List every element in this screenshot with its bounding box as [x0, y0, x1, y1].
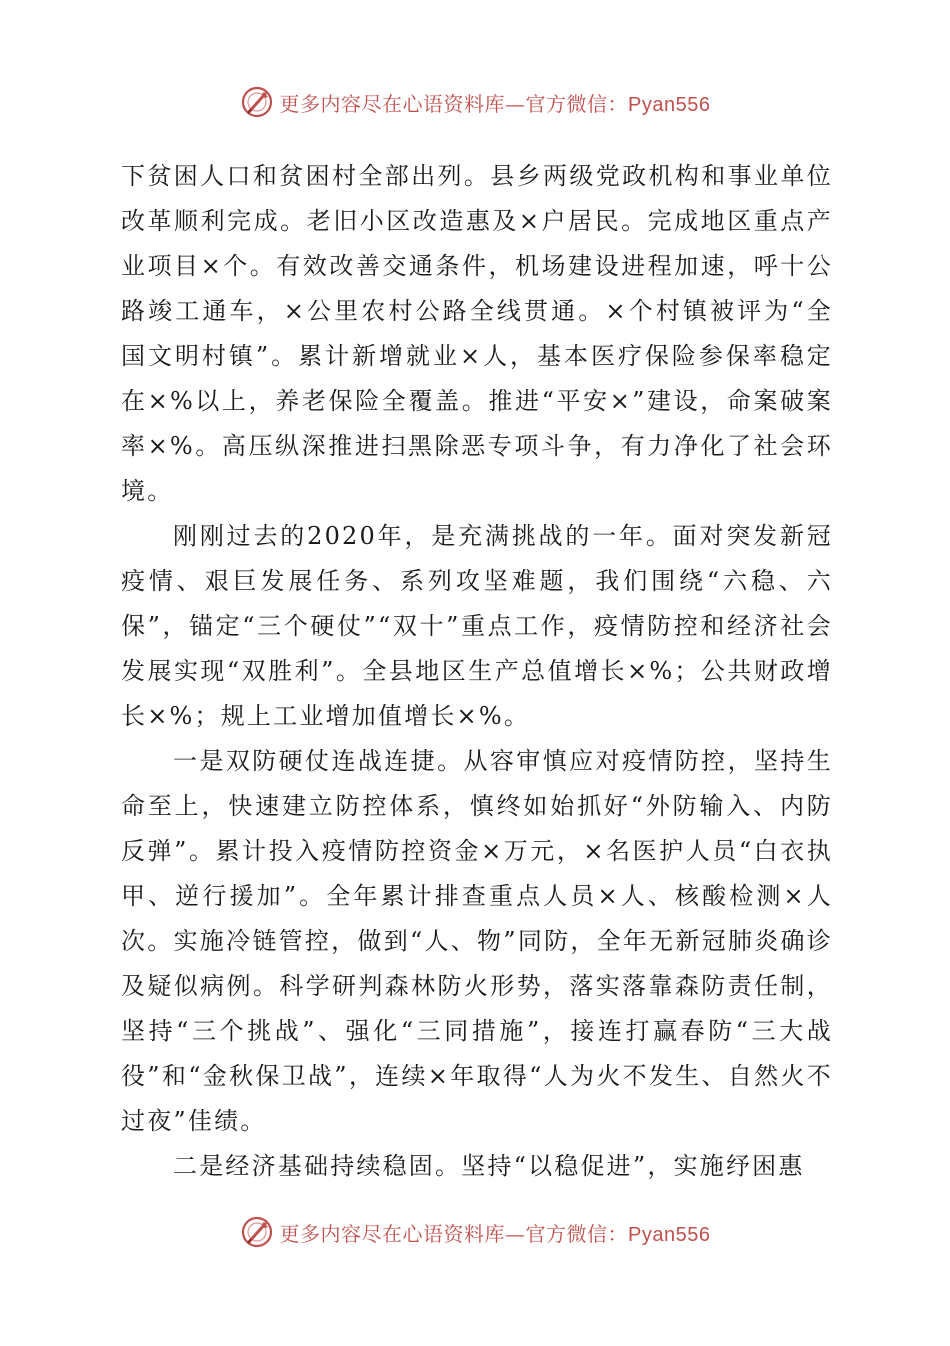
header-watermark [0, 82, 950, 122]
watermark-wechat-id: Pyan556 [628, 1223, 711, 1246]
document-body [121, 154, 833, 1189]
watermark-separator: — [505, 1221, 526, 1246]
watermark-wechat-id: Pyan556 [628, 93, 711, 116]
paragraph: 二是经济基础持续稳固。坚持“以稳促进”，实施纾困惠 [173, 1152, 805, 1180]
pen-logo-icon [240, 1215, 274, 1249]
watermark-brand: 更多内容尽在心语资料库 [279, 91, 506, 116]
paragraph: 一是双防硬仗连战连捷。从容审慎应对疫情防控，坚持生命至上，快速建立防控体系，慎终如始抓好“外防输入、内防反弹”。累计投入疫情防控资金×万元，×名医护人员“白衣执甲、逆行援加”。全年累计排查重点人员×人、核酸检测×人次。实施冷链管控，做到“人、物”同防，全年无新冠肺炎确诊及疑似病例。科学研判森林防火形势，落实落靠森防责任制，坚持“三个挑战”、强化“三同措施”，接连打赢春防“三大战役”和“金秋保卫战”，连续×年取得“人为火不发生、自然火不过夜”佳绩。 [121, 747, 833, 1135]
pen-logo-icon [240, 85, 274, 119]
watermark-label: 官方微信： [525, 91, 629, 116]
paragraph: 下贫困人口和贫困村全部出列。县乡两级党政机构和事业单位改革顺利完成。老旧小区改造惠及×户居民。完成地区重点产业项目×个。有效改善交通条件，机场建设进程加速，呼十公路竣工通车，×公里农村公路全线贯通。×个村镇被评为“全国文明村镇”。累计新增就业×人，基本医疗保险参保率稳定在×%以上，养老保险全覆盖。推进“平安×”建设，命案破案率×%。高压纵深推进扫黑除恶专项斗争，有力净化了社会环境。 [121, 162, 833, 505]
watermark-text [280, 1218, 711, 1247]
watermark-text [280, 88, 711, 117]
watermark-brand: 更多内容尽在心语资料库 [279, 1221, 506, 1246]
watermark-label: 官方微信： [525, 1221, 629, 1246]
watermark-separator: — [505, 91, 526, 116]
paragraph: 刚刚过去的2020年，是充满挑战的一年。面对突发新冠疫情、艰巨发展任务、系列攻坚难题，我们围绕“六稳、六保”，锚定“三个硬仗”“双十”重点工作，疫情防控和经济社会发展实现“双胜利”。全县地区生产总值增长×%；公共财政增长×%；规上工业增加值增长×%。 [121, 522, 833, 730]
footer-watermark [0, 1212, 950, 1252]
